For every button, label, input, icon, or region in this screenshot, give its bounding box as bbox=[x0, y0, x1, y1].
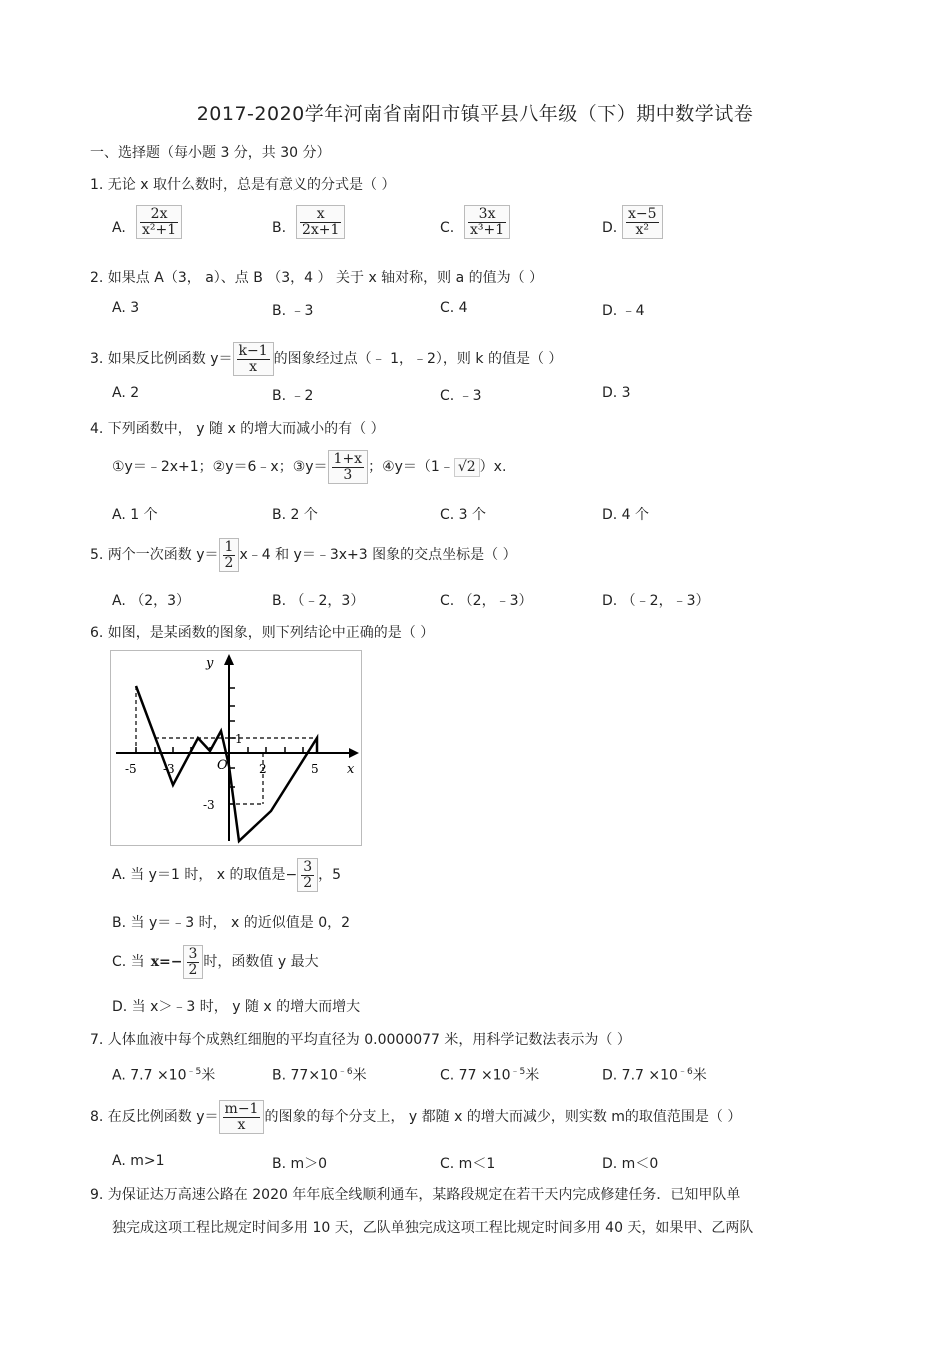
page-title: 2017-2020学年河南省南阳市镇平县八年级（下）期中数学试卷 bbox=[196, 103, 754, 125]
tick-label-minus3: -3 bbox=[163, 762, 175, 776]
question-4: 4. 下列函数中， y 随 x 的增大而减小的有（ ） bbox=[90, 421, 385, 437]
question-2: 2. 如果点 A（3， a）、点 B （3，4 ） 关于 x 轴对称，则 a 的值为（ ） bbox=[90, 270, 544, 286]
origin-label: O bbox=[217, 758, 228, 773]
question-7: 7. 人体血液中每个成熟红细胞的平均直径为 0.0000077 米，用科学记数法表示为（ ） bbox=[90, 1032, 631, 1048]
q8-fraction: $\frac{m-1}{x}$ bbox=[219, 1100, 265, 1134]
q1-option-b-label: B. bbox=[272, 220, 287, 236]
q4-option-c: C. 3 个 bbox=[440, 507, 487, 523]
q3-option-c: C. ﹣3 bbox=[440, 388, 482, 404]
q2-option-a: A. 3 bbox=[112, 300, 140, 316]
q4-option-a: A. 1 个 bbox=[112, 507, 158, 523]
y-axis-arrow bbox=[224, 654, 234, 665]
tick-label-minus5: -5 bbox=[125, 762, 137, 776]
q4-sqrt: √2 bbox=[454, 458, 480, 477]
q4-option-b: B. 2 个 bbox=[272, 507, 318, 523]
q6-a-fraction: $\frac{3}{2}$ bbox=[297, 858, 318, 892]
question-5: 5. 两个一次函数 y＝ $\frac{1}{2}$ x﹣4 和 y＝﹣3x+3 图象的交点坐标是（ ） bbox=[90, 539, 517, 571]
q5-option-b: B. （﹣2，3） bbox=[272, 593, 365, 609]
q7-option-a: A. $7.7 \times 10^{﹣5}$米 bbox=[112, 1067, 216, 1084]
q1-option-a-label: A. bbox=[112, 220, 126, 236]
q1-option-d-label: D. bbox=[602, 220, 618, 236]
q4-option-d: D. 4 个 bbox=[602, 507, 650, 523]
question-3: 3. 如果反比例函数 y＝ $\frac{k-1}{x}$ 的图象经过点（﹣ 1，﹣2），则 k 的值是（ ） bbox=[90, 343, 563, 375]
q7-option-c: C. $77 \times 10^{﹣5}$米 bbox=[440, 1067, 540, 1084]
q7-option-b: B. $77\times 10^{﹣6}$米 bbox=[272, 1067, 367, 1084]
q4-function-list: ①y＝﹣2x+1；②y＝6﹣x；③y＝ $\frac{1+x}{3}$ ；④y＝（1﹣ √2 ）x. bbox=[112, 451, 507, 483]
q5-option-c: C. （2，﹣3） bbox=[440, 593, 533, 609]
q6-c-fraction: $\frac{3}{2}$ bbox=[183, 945, 204, 979]
y-axis-label: y bbox=[206, 656, 214, 671]
q6-option-c: C. 当 x=− $\frac{3}{2}$ 时，函数值 y 最大 bbox=[112, 946, 319, 978]
q6-option-b: B. 当 y＝﹣3 时， x 的近似值是 0，2 bbox=[112, 915, 351, 931]
graph-svg bbox=[111, 651, 361, 845]
q8-option-d: D. m＜0 bbox=[602, 1156, 659, 1172]
q1-option-a-fraction: $\frac{2x}{\text{x²+1}}$ bbox=[136, 205, 182, 239]
q2-option-d: D. ﹣4 bbox=[602, 303, 645, 319]
q8-option-c: C. m＜1 bbox=[440, 1156, 496, 1172]
q6-option-a: A. 当 y＝1 时， x 的取值是− $\frac{3}{2}$ ，5 bbox=[112, 859, 342, 891]
section-heading: 一、选择题（每小题 3 分，共 30 分） bbox=[90, 145, 331, 161]
q5-option-a: A. （2，3） bbox=[112, 593, 191, 609]
question-1: 1. 无论 x 取什么数时，总是有意义的分式是（ ） bbox=[90, 177, 396, 193]
tick-label-5: 5 bbox=[311, 762, 319, 776]
tick-label-y1: 1 bbox=[235, 732, 243, 746]
q4-fraction: $\frac{1+x}{3}$ bbox=[328, 450, 369, 484]
q3-fraction: $\frac{k-1}{x}$ bbox=[233, 342, 274, 376]
q3-option-b: B. ﹣2 bbox=[272, 388, 314, 404]
question-9-line-1: 9. 为保证达万高速公路在 2020 年年底全线顺利通车，某路段规定在若干天内完成修建任务．已知甲队单 bbox=[90, 1187, 741, 1203]
x-axis-arrow bbox=[349, 748, 359, 758]
question-6: 6. 如图，是某函数的图象，则下列结论中正确的是（ ） bbox=[90, 625, 435, 641]
q5-fraction: $\frac{1}{2}$ bbox=[219, 538, 240, 572]
tick-label-2: 2 bbox=[259, 762, 267, 776]
q8-option-b: B. m＞0 bbox=[272, 1156, 328, 1172]
q1-option-c-fraction: $\frac{3x}{\text{x³+1}}$ bbox=[464, 205, 510, 239]
q2-option-b: B. ﹣3 bbox=[272, 303, 314, 319]
question-8: 8. 在反比例函数 y＝ $\frac{m-1}{x}$ 的图象的每个分支上， y 都随 x 的增大而减少，则实数 m的取值范围是（ ） bbox=[90, 1101, 742, 1133]
x-axis-label: x bbox=[347, 762, 355, 777]
q8-option-a: A. m>1 bbox=[112, 1153, 165, 1169]
q6-option-d: D. 当 x＞﹣3 时， y 随 x 的增大而增大 bbox=[112, 999, 361, 1015]
function-graph bbox=[110, 650, 362, 846]
question-9-line-2: 独完成这项工程比规定时间多用 10 天，乙队单独完成这项工程比规定时间多用 40 天，如果甲、乙两队 bbox=[112, 1220, 754, 1236]
q3-option-d: D. 3 bbox=[602, 385, 631, 401]
q2-option-c: C. 4 bbox=[440, 300, 468, 316]
q7-option-d: D. $7.7 \times 10^{﹣6}$米 bbox=[602, 1067, 707, 1084]
q1-option-b-fraction: $\frac{x}{2x+1}$ bbox=[296, 205, 345, 239]
q1-option-c-label: C. bbox=[440, 220, 455, 236]
q1-option-d-fraction: $\frac{x-5}{\text{x²}}$ bbox=[622, 205, 663, 239]
q5-option-d: D. （﹣2，﹣3） bbox=[602, 593, 710, 609]
q3-option-a: A. 2 bbox=[112, 385, 140, 401]
tick-label-y-minus3: -3 bbox=[203, 798, 215, 812]
guide-lines bbox=[136, 686, 317, 804]
